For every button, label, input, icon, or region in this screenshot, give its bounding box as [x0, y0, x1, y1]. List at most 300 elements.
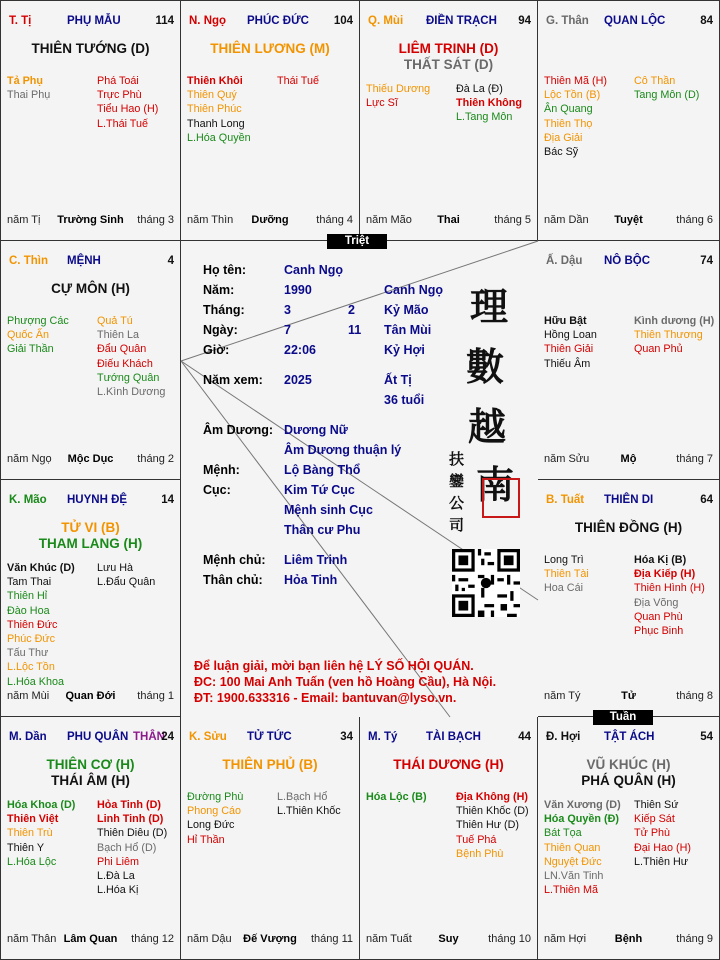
palace-number: 14: [161, 494, 174, 506]
palace-footer: [544, 453, 713, 467]
main-star: THIÊN ĐỒNG (H): [574, 520, 683, 535]
star-item: Tướng Quân: [97, 371, 160, 384]
value-nam-can: Canh Ngọ: [384, 283, 444, 297]
star-item: L.Hóa Kị: [97, 884, 139, 897]
star-item: Ân Quang: [544, 103, 593, 116]
palace-month: tháng 9: [676, 933, 713, 945]
star-item: Lộc Tồn (B): [544, 89, 601, 102]
main-star: THIÊN PHỦ (B): [222, 757, 318, 772]
seal-char-4: 司: [449, 516, 465, 534]
star-item: Thiên La: [97, 329, 140, 342]
star-item: Thiên Thọ: [544, 117, 593, 130]
palace-than[interactable]: [538, 0, 720, 241]
palace-number: 64: [700, 494, 713, 506]
star-item: Đại Hao (H): [634, 841, 691, 854]
palace-year: năm Thìn: [187, 214, 234, 226]
star-item: Lưu Hà: [97, 562, 134, 574]
star-item: L.Đẩu Quân: [97, 576, 156, 589]
palace-thin[interactable]: [0, 241, 181, 480]
palace-month: tháng 5: [494, 214, 531, 226]
star-item: Thiên Đức: [7, 618, 58, 631]
star-item: Kình dương (H): [634, 315, 715, 327]
label-gio: Giờ:: [203, 343, 230, 357]
label-am-duong: Âm Dương:: [203, 423, 274, 437]
star-column-left: [544, 314, 597, 371]
palace-name: PHU QUÂN: [67, 731, 129, 743]
palace-header: [9, 731, 174, 745]
star-column-right: [634, 798, 691, 869]
calligraphy-char-2: 數: [466, 344, 505, 389]
main-stars: [360, 757, 537, 773]
palace-tuat[interactable]: [538, 480, 720, 717]
star-item: Thiên Hình (H): [634, 582, 705, 595]
star-item: LN.Văn Tinh: [544, 870, 604, 883]
palace-header: [189, 731, 353, 745]
seal-char-1: 扶: [449, 450, 465, 468]
star-item: Thiên Phúc: [187, 103, 242, 116]
palace-branch: B. Tuất: [546, 494, 585, 506]
palace-year: năm Mùi: [7, 690, 50, 702]
palace-number: 54: [700, 731, 713, 743]
palace-footer: [7, 933, 174, 947]
palace-mui[interactable]: [360, 0, 538, 241]
star-item: Cô Thần: [634, 75, 676, 87]
label-ho-ten: Họ tên:: [203, 263, 247, 277]
star-column-right: [97, 798, 167, 897]
star-item: L.Thái Tuế: [97, 117, 149, 130]
palace-name: TÀI BẠCH: [426, 731, 481, 743]
palace-ty[interactable]: [360, 717, 538, 960]
palace-ti[interactable]: [0, 0, 181, 241]
star-item: Long Đức: [187, 819, 235, 832]
star-item: Tấu Thư: [7, 647, 49, 660]
palace-branch: G. Thân: [546, 15, 589, 27]
palace-header: [189, 15, 353, 29]
label-nam: Năm:: [203, 283, 235, 297]
palace-branch: K. Sửu: [189, 731, 227, 743]
star-item: Đường Phù: [187, 791, 244, 803]
palace-stage: Mộ: [620, 453, 637, 465]
star-column-right: [97, 314, 165, 399]
palace-name: TỬ TỨC: [247, 731, 292, 743]
palace-year: năm Sửu: [544, 453, 590, 465]
star-item: Trực Phù: [97, 89, 142, 102]
star-item: Bệnh Phù: [456, 847, 504, 860]
triet-marker: Triệt: [327, 234, 387, 249]
palace-month: tháng 10: [488, 933, 531, 945]
star-item: Hồng Loan: [544, 329, 597, 342]
value-ngay-can: Tân Mùi: [384, 323, 432, 337]
star-item: Hóa Khoa (D): [7, 799, 76, 811]
value-thang-can: Kỷ Mão: [384, 303, 429, 317]
label-than-chu: Thân chủ:: [203, 573, 263, 587]
main-star: CỰ MÔN (H): [51, 281, 130, 296]
palace-year: năm Dậu: [187, 933, 232, 945]
main-stars: [1, 520, 180, 552]
palace-number: 24: [161, 731, 174, 743]
main-star: THIÊN CƠ (H): [46, 757, 135, 772]
palace-footer: [366, 933, 531, 947]
star-column-right: [97, 561, 155, 589]
star-column-right: [277, 790, 341, 818]
value-gio-can: Kỷ Hợi: [384, 343, 425, 357]
star-item: L.Hóa Quyền: [187, 131, 251, 144]
main-star: VŨ KHÚC (H): [586, 757, 671, 772]
star-column-left: [7, 314, 69, 357]
palace-hoi[interactable]: [538, 717, 720, 960]
label-menh-chu: Mệnh chủ:: [203, 553, 266, 567]
palace-branch: T. Tị: [9, 15, 32, 27]
star-item: Thanh Long: [187, 117, 245, 130]
star-item: Hóa Kị (B): [634, 554, 687, 566]
star-item: Thiên Quý: [187, 89, 237, 102]
main-star: PHÁ QUÂN (H): [581, 773, 676, 788]
star-item: Thiên Khốc (D): [456, 805, 529, 818]
star-item: Phi Liêm: [97, 855, 140, 868]
star-column-right: [634, 314, 714, 357]
star-column-left: [544, 798, 621, 897]
star-column-left: [544, 553, 589, 596]
star-item: Thiên Giải: [544, 343, 594, 356]
palace-number: 4: [167, 255, 174, 267]
label-thang: Tháng:: [203, 303, 245, 317]
palace-dan[interactable]: [0, 717, 181, 960]
palace-year: năm Tý: [544, 690, 581, 702]
star-item: Phá Toái: [97, 75, 139, 87]
palace-name: PHÚC ĐỨC: [247, 15, 309, 27]
palace-name: NÔ BỘC: [604, 255, 650, 267]
star-item: Tả Phụ: [7, 75, 43, 87]
main-star: THÁI ÂM (H): [51, 773, 130, 788]
star-item: Bạch Hổ (D): [97, 841, 157, 854]
star-item: Linh Tinh (D): [97, 813, 164, 826]
palace-number: 44: [518, 731, 531, 743]
main-stars: [181, 41, 359, 57]
seal-stamp: [482, 478, 520, 518]
main-stars: [181, 757, 359, 773]
main-star: THAM LANG (H): [38, 536, 143, 551]
contact-line-1: Để luận giải, mời bạn liên hệ LÝ SỐ HỘI QUÁN.: [194, 659, 474, 673]
star-item: Hóa Lộc (B): [366, 791, 427, 803]
palace-number: 84: [700, 15, 713, 27]
star-item: L.Thiên Mã: [544, 884, 599, 897]
palace-header: [546, 494, 713, 508]
star-item: Tuế Phá: [456, 833, 497, 846]
star-column-right: [277, 74, 319, 88]
star-item: L.Hóa Khoa: [7, 675, 65, 688]
star-item: L.Thiên Khốc: [277, 805, 341, 818]
main-stars: [1, 281, 180, 297]
palace-month: tháng 3: [137, 214, 174, 226]
value-ngay-duong: 11: [348, 323, 362, 337]
star-item: Giải Thần: [7, 343, 54, 356]
value-cuc-2: Mệnh sinh Cục: [284, 503, 373, 517]
star-item: Văn Xương (D): [544, 799, 621, 811]
palace-year: năm Thân: [7, 933, 57, 945]
palace-footer: [187, 933, 353, 947]
seal-char-3: 公: [449, 494, 465, 512]
value-am-duong-1: Dương Nữ: [284, 423, 348, 437]
palace-footer: [544, 933, 713, 947]
star-item: Hóa Quyền (Đ): [544, 813, 619, 826]
value-ho-ten: Canh Ngọ: [284, 263, 344, 277]
palace-stage: Suy: [438, 933, 459, 945]
palace-header: [368, 15, 531, 29]
palace-month: tháng 4: [316, 214, 353, 226]
palace-stage: Lâm Quan: [63, 933, 118, 945]
value-am-duong-2: Âm Dương thuận lý: [284, 443, 402, 457]
palace-number: 94: [518, 15, 531, 27]
star-column-right: [97, 74, 158, 131]
star-item: Thiên Tài: [544, 568, 589, 581]
label-cuc: Cục:: [203, 483, 231, 497]
value-nam-xem: 2025: [284, 373, 312, 387]
palace-month: tháng 12: [131, 933, 174, 945]
palace-footer: [7, 690, 174, 704]
star-item: Thiên Y: [7, 841, 45, 854]
star-item: L.Lộc Tồn: [7, 661, 55, 674]
main-star: THIÊN LƯƠNG (M): [210, 41, 330, 56]
star-item: Quả Tú: [97, 315, 133, 327]
palace-month: tháng 2: [137, 453, 174, 465]
palace-name: HUYNH ĐỆ: [67, 494, 128, 506]
palace-year: năm Hợi: [544, 933, 587, 945]
palace-header: [9, 255, 174, 269]
palace-year: năm Ngọ: [7, 453, 52, 465]
star-item: Tiểu Hao (H): [97, 103, 159, 116]
star-item: Thiếu Dương: [366, 83, 431, 95]
palace-stage: Tử: [621, 690, 636, 702]
palace-name: ĐIỀN TRẠCH: [426, 15, 497, 27]
star-column-right: [634, 553, 705, 638]
palace-year: năm Dần: [544, 214, 589, 226]
palace-branch: K. Mão: [9, 494, 47, 506]
calligraphy-char-4: 南: [476, 462, 515, 507]
palace-name: MỆNH: [67, 255, 101, 267]
star-item: Thiên Sứ: [634, 799, 679, 811]
label-menh: Mệnh:: [203, 463, 240, 477]
calligraphy-char-1: 理: [470, 284, 509, 329]
calligraphy-char-3: 越: [468, 404, 507, 449]
star-item: Nguyệt Đức: [544, 855, 602, 868]
star-item: Hữu Bật: [544, 315, 587, 327]
palace-branch: Q. Mùi: [368, 15, 404, 27]
palace-number: 114: [155, 15, 174, 27]
palace-footer: [187, 214, 353, 228]
star-item: Văn Khúc (D): [7, 562, 75, 574]
value-tuoi: 36 tuổi: [384, 393, 425, 407]
star-item: Thiên Diêu (D): [97, 827, 168, 840]
star-item: Thiên Khôi: [187, 75, 243, 87]
palace-mao[interactable]: [0, 480, 181, 717]
star-column-left: [544, 74, 607, 159]
star-item: Tử Phù: [634, 827, 671, 840]
palace-month: tháng 1: [137, 690, 174, 702]
palace-branch: Đ. Hợi: [546, 731, 581, 743]
value-menh-chu: Liêm Trinh: [284, 553, 348, 567]
palace-month: tháng 6: [676, 214, 713, 226]
star-column-right: [456, 82, 522, 125]
star-item: L.Bạch Hổ: [277, 791, 328, 803]
palace-stage: Dưỡng: [251, 214, 289, 226]
main-stars: [1, 41, 180, 57]
star-item: Quan Phủ: [634, 343, 683, 356]
star-item: Bác Sỹ: [544, 146, 579, 159]
palace-stage: Trường Sinh: [57, 214, 124, 226]
star-item: Đà La (Đ): [456, 83, 503, 95]
main-stars: [538, 520, 719, 536]
value-cuc-3: Thân cư Phu: [284, 523, 361, 537]
palace-name: THIÊN DI: [604, 494, 654, 506]
star-item: L.Kình Dương: [97, 386, 166, 399]
star-column-right: [456, 790, 529, 861]
palace-footer: [544, 690, 713, 704]
star-item: Quan Phù: [634, 610, 683, 623]
palace-ngo[interactable]: [181, 0, 360, 241]
palace-month: tháng 11: [310, 933, 353, 945]
star-item: Thiên Việt: [7, 813, 59, 826]
main-star: THIÊN TƯỚNG (D): [31, 41, 150, 56]
star-item: L.Tang Môn: [456, 111, 513, 124]
star-item: Thái Tuế: [277, 75, 320, 87]
palace-branch: N. Ngọ: [189, 15, 227, 27]
palace-month: tháng 8: [676, 690, 713, 702]
palace-name: QUAN LỘC: [604, 15, 666, 27]
star-item: Thiếu Âm: [544, 357, 591, 370]
star-column-left: [7, 798, 75, 869]
contact-line-3: ĐT: 1900.633316 - Email: bantuvan@lyso.vn.: [194, 691, 457, 705]
palace-stage: Quan Đới: [65, 690, 116, 702]
value-gio: 22:06: [284, 343, 316, 357]
star-item: Phong Cáo: [187, 805, 242, 818]
star-item: Thiên Không: [456, 97, 522, 110]
palace-suu[interactable]: [181, 717, 360, 960]
star-item: Thiên Mã (H): [544, 75, 607, 87]
star-column-left: [187, 74, 251, 145]
palace-number: 74: [700, 255, 713, 267]
star-item: Điếu Khách: [97, 357, 153, 370]
star-item: Thiên Hỉ: [7, 590, 48, 603]
palace-branch: C. Thìn: [9, 255, 48, 267]
main-stars: [538, 757, 719, 789]
palace-stage: Bệnh: [614, 933, 643, 945]
qr-code[interactable]: [452, 549, 520, 617]
main-star: THẤT SÁT (D): [403, 57, 494, 72]
value-ngay-am: 7: [284, 323, 291, 337]
star-item: Địa Không (H): [456, 791, 528, 803]
star-item: Kiếp Sát: [634, 813, 675, 826]
star-column-left: [366, 82, 430, 110]
star-column-left: [7, 561, 75, 689]
star-item: L.Hóa Lộc: [7, 855, 57, 868]
palace-stage: Thai: [437, 214, 460, 226]
seal-char-2: 鑾: [449, 472, 465, 490]
star-item: L.Đà La: [97, 870, 135, 883]
palace-branch: M. Tý: [368, 731, 398, 743]
value-thang-am: 3: [284, 303, 291, 317]
palace-header: [9, 494, 174, 508]
value-menh: Lộ Bàng Thổ: [284, 463, 361, 477]
palace-header: [9, 15, 174, 29]
star-item: Phục Binh: [634, 625, 684, 638]
palace-header: [546, 731, 713, 745]
star-item: Tam Thai: [7, 576, 52, 589]
main-star: TỬ VI (B): [61, 520, 120, 535]
star-item: Bát Tọa: [544, 827, 582, 840]
star-item: Hỏa Tinh (D): [97, 799, 161, 811]
palace-number: 34: [340, 731, 353, 743]
star-item: Quốc Ấn: [7, 329, 50, 342]
palace-branch: Ấ. Dậu: [546, 255, 583, 267]
main-stars: [1, 757, 180, 789]
palace-stage: Đế Vượng: [243, 933, 297, 945]
star-item: Hoa Cái: [544, 582, 584, 595]
label-nam-xem: Năm xem:: [203, 373, 263, 387]
star-item: Phúc Đức: [7, 633, 56, 646]
star-item: Địa Giải: [544, 131, 583, 144]
value-nam-xem-can: Ất Tị: [384, 373, 412, 387]
palace-footer: [366, 214, 531, 228]
palace-header: [368, 731, 531, 745]
palace-dau[interactable]: [538, 241, 720, 480]
star-item: Lực Sĩ: [366, 97, 398, 110]
star-item: Đào Hoa: [7, 604, 50, 617]
palace-footer: [7, 453, 174, 467]
palace-year: năm Tuất: [366, 933, 412, 945]
star-item: Long Trì: [544, 554, 584, 566]
label-ngay: Ngày:: [203, 323, 238, 337]
star-item: Thai Phụ: [7, 89, 51, 102]
value-thang-duong: 2: [348, 303, 355, 317]
star-column-left: [187, 790, 243, 847]
star-item: Địa Võng: [634, 596, 679, 609]
palace-branch: M. Dần: [9, 731, 47, 743]
star-item: Tang Môn (D): [634, 89, 700, 102]
palace-number: 104: [333, 15, 353, 27]
palace-name: TẬT ÁCH: [604, 731, 655, 743]
star-column-left: [366, 790, 427, 804]
main-stars: [360, 41, 537, 73]
star-item: Phượng Các: [7, 315, 69, 327]
palace-year: năm Tị: [7, 214, 41, 226]
star-item: Thiên Thương: [634, 329, 703, 342]
palace-name: PHỤ MẪU: [67, 15, 121, 27]
star-item: L.Thiên Hư: [634, 855, 689, 868]
palace-header: [546, 255, 713, 269]
palace-year: năm Mão: [366, 214, 412, 226]
tuan-marker: Tuần: [593, 710, 653, 725]
main-star: THÁI DƯƠNG (H): [393, 757, 504, 772]
value-nam: 1990: [284, 283, 312, 297]
palace-body-marker: THÂN: [133, 731, 165, 743]
star-item: Thiên Trù: [7, 827, 53, 840]
palace-footer: [544, 214, 713, 228]
star-item: Thiên Hư (D): [456, 819, 520, 832]
main-star: LIÊM TRINH (D): [398, 41, 499, 56]
palace-stage: Tuyệt: [614, 214, 643, 226]
star-column-right: [634, 74, 699, 102]
palace-month: tháng 7: [676, 453, 713, 465]
star-item: Thiên Quan: [544, 841, 601, 854]
value-than-chu: Hỏa Tinh: [284, 573, 338, 587]
contact-line-2: ĐC: 100 Mai Anh Tuấn (ven hồ Hoàng Cầu), Hà Nội.: [194, 675, 497, 689]
star-item: Địa Kiếp (H): [634, 568, 696, 581]
star-column-left: [7, 74, 50, 102]
palace-header: [546, 15, 713, 29]
star-item: Hỉ Thần: [187, 833, 225, 846]
palace-footer: [7, 214, 174, 228]
palace-stage: Mộc Dục: [67, 453, 114, 465]
